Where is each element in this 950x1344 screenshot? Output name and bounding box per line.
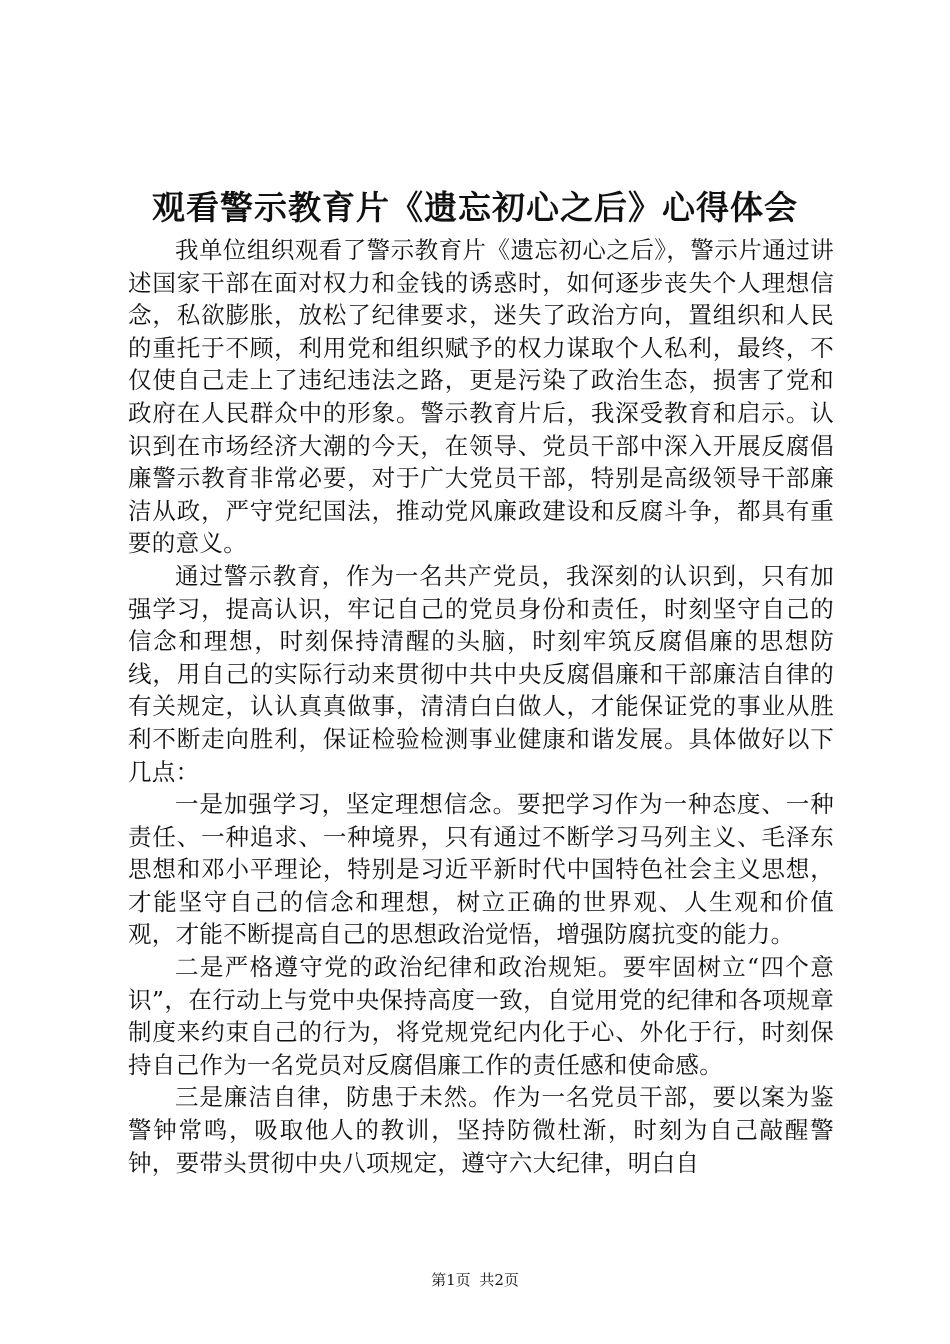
document-title: 观看警示教育片《遗忘初心之后》心得体会 [152, 188, 798, 227]
paragraph-1: 我单位组织观看了警示教育片《遗忘初心之后》，警示片通过讲述国家干部在面对权力和金钱的诱惑时，如何逐步丧失个人理想信念，私欲膨胀，放松了纪律要求，迷失了政治方向，置组织和人民的重托于不顾，利用党和组织赋予的权力谋取个人私利，最终，不仅使自己走上了违纪违法之路，更是污染了政治生态，损害了党和政府在人民群众中的形象。警示教育片后，我深受教育和启示。认识到在市场经济大潮的今天，在领导、党员干部中深入开展反腐倡廉警示教育非常必要，对于广大党员干部，特别是高级领导干部廉洁从政，严守党纪国法，推动党风廉政建设和反腐斗争，都具有重要的意义。 [128, 236, 834, 558]
paragraph-3: 一是加强学习，坚定理想信念。要把学习作为一种态度、一种责任、一种追求、一种境界，只有通过不断学习马列主义、毛泽东思想和邓小平理论，特别是习近平新时代中国特色社会主义思想，才能坚守自己的信念和理想，树立正确的世界观、人生观和价值观，才能不断提高自己的思想政治觉悟，增强防腐抗变的能力。 [128, 790, 834, 949]
page-number-current: 第1页 [431, 1271, 471, 1289]
paragraph-5: 三是廉洁自律，防患于未然。作为一名党员干部，要以案为鉴警钟常鸣，吸取他人的教训，坚持防微杜渐，时刻为自己敲醒警钟，要带头贯彻中央八项规定，遵守六大纪律，明白自 [128, 1083, 834, 1177]
page-number-total: 共2页 [479, 1271, 519, 1289]
page-footer [0, 1270, 950, 1290]
paragraph-4: 二是严格遵守党的政治纪律和政治规矩。要牢固树立“四个意识”，在行动上与党中央保持高度一致，自觉用党的纪律和各项规章制度来约束自己的行为，将党规党纪内化于心、外化于行，时刻保持自己作为一名党员对反腐倡廉工作的责任感和使命感。 [128, 953, 834, 1079]
document-body [128, 234, 834, 1179]
paragraph-2: 通过警示教育，作为一名共产党员，我深刻的认识到，只有加强学习，提高认识，牢记自己的党员身份和责任，时刻坚守自己的信念和理想，时刻保持清醒的头脑，时刻牢筑反腐倡廉的思想防线，用自己的实际行动来贯彻中共中央反腐倡廉和干部廉洁自律的有关规定，认认真真做事，清清白白做人，才能保证党的事业从胜利不断走向胜利，保证检验检测事业健康和谐发展。具体做好以下几点： [128, 561, 834, 786]
